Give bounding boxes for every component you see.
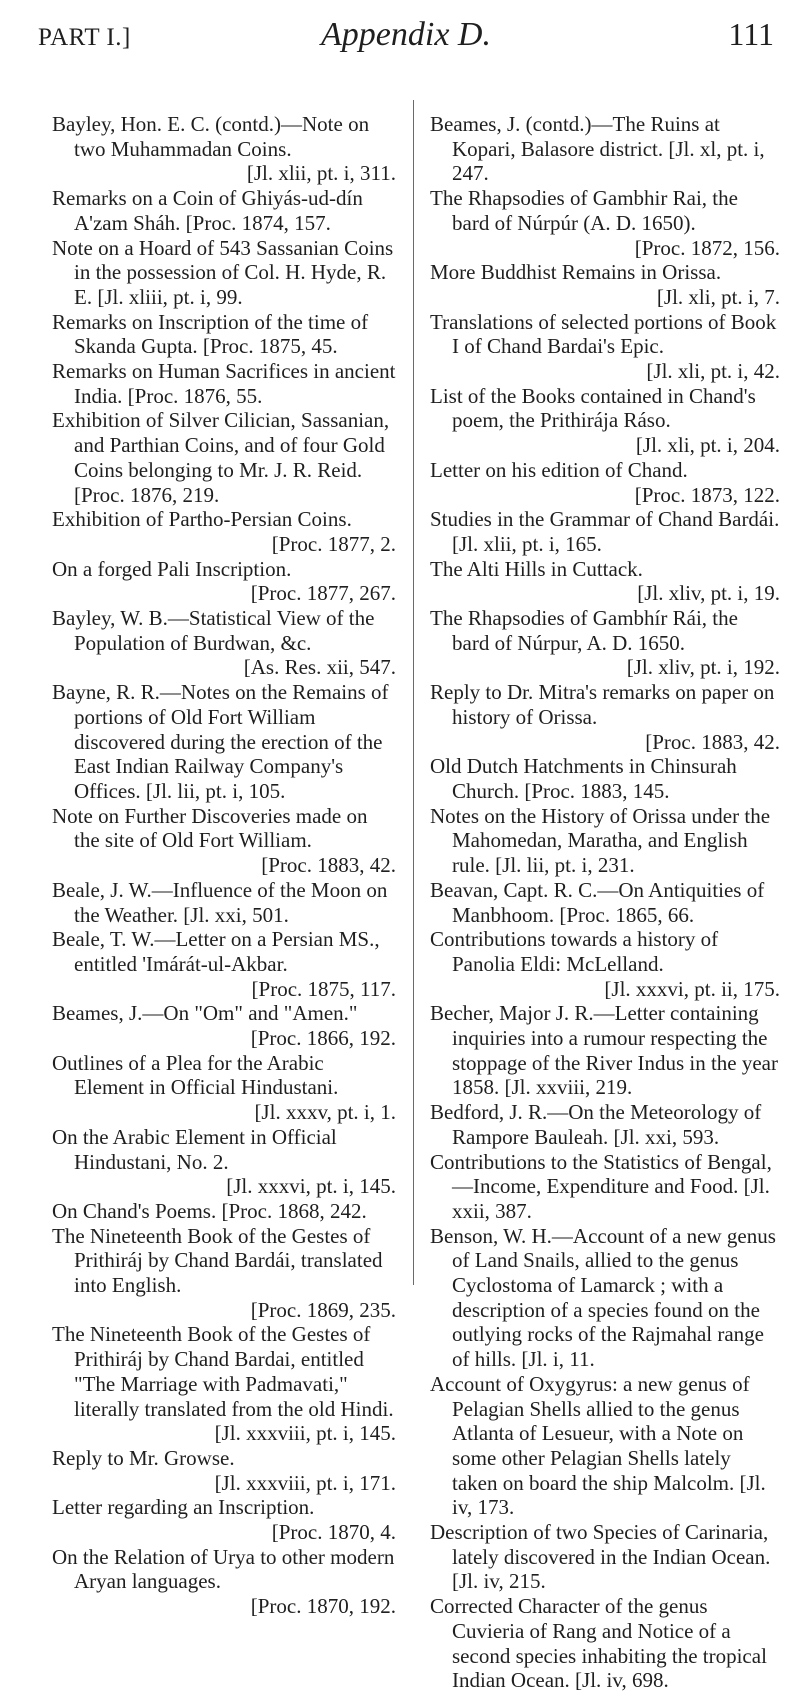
index-entry: Outlines of a Plea for the Arabic Element in Official Hindustani.: [52, 1050, 339, 1100]
page-header: [38, 10, 774, 56]
reference: [Jl. xlii, pt. i, 311.: [246, 161, 396, 186]
index-entry: The Rhapsodies of Gambhír Rái, the bard of Núrpur, A. D. 1650.: [430, 606, 738, 655]
reference: [Proc. 1869, 235.: [250, 1297, 396, 1322]
right-column: [430, 112, 780, 1693]
reference: [Proc. 1883, 42.: [261, 853, 396, 878]
index-entry: Bedford, J. R.—On the Meteorology of Rampore Bauleah. [Jl. xxi, 593.: [430, 1100, 762, 1149]
part-label: PART I.]: [38, 24, 131, 51]
index-entry: Studies in the Grammar of Chand Bardái. [Jl. xlii, pt. i, 165.: [430, 507, 780, 556]
index-entry: On the Relation of Urya to other modern Aryan languages.: [52, 1544, 395, 1594]
reference: [Proc. 1872, 156.: [634, 235, 780, 260]
index-entry: Reply to Mr. Growse.: [52, 1445, 235, 1470]
index-entry: List of the Books contained in Chand's poem, the Prithirája Ráso.: [430, 383, 756, 433]
index-entry: Beale, T. W.—Letter on a Persian MS., entitled 'Imárát-ul-Akbar.: [52, 927, 380, 976]
index-entry: Account of Oxygyrus: a new genus of Pelagian Shells allied to the genus Atlanta of Lesueur, with a Note on some other Pelagian Shells lately taken on board the ship Malcolm. [Jl. iv, 173.: [430, 1371, 766, 1520]
index-entry: Bayne, R. R.—Notes on the Remains of portions of Old Fort William discovered during the erection of the East Indian Railway Company's Offices. [Jl. lii, pt. i, 105.: [52, 680, 389, 803]
index-entry: On a forged Pali Inscription.: [52, 556, 292, 581]
index-entry: Exhibition of Silver Cilician, Sassanian, and Parthian Coins, and of four Gold Coins belonging to Mr. J. R. Reid. [Proc. 1876, 219.: [52, 408, 390, 507]
reference: [Jl. xxxvi, pt. i, 145.: [226, 1174, 396, 1199]
index-entry: Translations of selected portions of Book I of Chand Bardai's Epic.: [430, 309, 777, 359]
reference: [Jl. xli, pt. i, 42.: [646, 359, 780, 384]
index-entry: Becher, Major J. R.—Letter containing inquiries into a rumour respecting the stoppage of the River Indus in the year 1858. [Jl. xxviii, 219.: [430, 1001, 778, 1100]
reference: [Proc. 1883, 42.: [645, 729, 780, 754]
page-title: Appendix D.: [321, 16, 491, 53]
index-entry: Letter on his edition of Chand.: [430, 457, 688, 482]
index-entry: Beavan, Capt. R. C.—On Antiquities of Manbhoom. [Proc. 1865, 66.: [430, 877, 765, 927]
index-entry: Beames, J. (contd.)—The Ruins at Kopari, Balasore district. [Jl. xl, pt. i, 247.: [430, 112, 765, 186]
column-divider: [413, 100, 414, 1285]
index-entry: Description of two Species of Carinaria, lately discovered in the Indian Ocean. [Jl. iv, 215.: [430, 1520, 771, 1594]
reference: [Jl. xxxviii, pt. i, 145.: [214, 1421, 396, 1446]
reference: [Jl. xli, pt. i, 7.: [656, 284, 780, 309]
index-entry: Note on Further Discoveries made on the site of Old Fort William.: [52, 803, 368, 853]
reference: [Jl. xxxvi, pt. ii, 175.: [604, 976, 780, 1001]
reference: [Proc. 1870, 192.: [250, 1594, 396, 1619]
index-entry: Letter regarding an Inscription.: [52, 1495, 315, 1520]
index-entry: Notes on the History of Orissa under the Mahomedan, Maratha, and English rule. [Jl. lii, pt. i, 231.: [430, 803, 771, 878]
index-entry: More Buddhist Remains in Orissa.: [430, 260, 722, 285]
index-entry: Old Dutch Hatchments in Chinsurah Church. [Proc. 1883, 145.: [430, 754, 737, 803]
index-entry: Reply to Dr. Mitra's remarks on paper on history of Orissa.: [430, 680, 775, 729]
reference: [Proc. 1877, 267.: [250, 581, 396, 606]
index-entry: Contributions to the Statistics of Bengal,—Income, Expenditure and Food. [Jl. xxii, 387.: [430, 1149, 772, 1223]
index-entry: Note on a Hoard of 543 Sassanian Coins in the possession of Col. H. Hyde, R. E. [Jl. xliii, pt. i, 99.: [52, 235, 394, 309]
reference: [Jl. xliv, pt. i, 19.: [637, 581, 780, 606]
index-entry: The Rhapsodies of Gambhir Rai, the bard of Núrpúr (A. D. 1650).: [430, 186, 738, 235]
page-number: 111: [728, 16, 774, 52]
reference: [Proc. 1877, 2.: [271, 531, 396, 556]
reference: [Jl. xxxv, pt. i, 1.: [254, 1100, 396, 1125]
index-entry: Contributions towards a history of Panolia Eldi: McLelland.: [430, 927, 719, 976]
reference: [Jl. xliv, pt. i, 192.: [626, 655, 780, 680]
index-entry: Beames, J.—On "Om" and "Amen.": [52, 1001, 358, 1026]
index-entry: Exhibition of Partho-Persian Coins.: [52, 507, 352, 532]
index-entry: Corrected Character of the genus Cuvieria of Rang and Notice of a second species inhabiting the tropical Indian Ocean. [Jl. iv, 698.: [430, 1594, 767, 1693]
index-entry: Bayley, Hon. E. C. (contd.)—Note on two Muhammadan Coins.: [52, 112, 370, 161]
reference: [As. Res. xii, 547.: [243, 655, 396, 680]
index-entry: The Nineteenth Book of the Gestes of Prithiráj by Chand Bardái, translated into English.: [52, 1223, 383, 1298]
index-entry: Remarks on Human Sacrifices in ancient India. [Proc. 1876, 55.: [52, 359, 396, 408]
index-entry: Beale, J. W.—Influence of the Moon on the Weather. [Jl. xxi, 501.: [52, 877, 388, 927]
left-column: [52, 112, 396, 1619]
reference: [Jl. xxxviii, pt. i, 171.: [214, 1470, 396, 1495]
index-entry: Benson, W. H.—Account of a new genus of Land Snails, allied to the genus Cyclostoma of Lamarck ; with a description of a species found on the outlying rocks of the Rajmahal range of hills. [Jl. i, 11.: [430, 1223, 776, 1372]
index-entry: The Alti Hills in Cuttack.: [430, 556, 643, 581]
index-entry: Remarks on a Coin of Ghiyás-ud-dín A'zam Sháh. [Proc. 1874, 157.: [52, 186, 363, 235]
index-entry: Remarks on Inscription of the time of Skanda Gupta. [Proc. 1875, 45.: [52, 309, 369, 359]
reference: [Proc. 1875, 117.: [251, 976, 396, 1001]
reference: [Jl. xli, pt. i, 204.: [635, 433, 780, 458]
reference: [Proc. 1866, 192.: [250, 1026, 396, 1051]
reference: [Proc. 1870, 4.: [271, 1520, 396, 1545]
index-entry: On the Arabic Element in Official Hindustani, No. 2.: [52, 1124, 337, 1174]
index-entry: The Nineteenth Book of the Gestes of Prithiráj by Chand Bardai, entitled "The Marriage with Padmavati," literally translated from the old Hindi.: [52, 1322, 394, 1421]
index-entry: Bayley, W. B.—Statistical View of the Population of Burdwan, &c.: [52, 606, 375, 655]
index-entry: On Chand's Poems. [Proc. 1868, 242.: [52, 1198, 367, 1223]
reference: [Proc. 1873, 122.: [634, 482, 780, 507]
